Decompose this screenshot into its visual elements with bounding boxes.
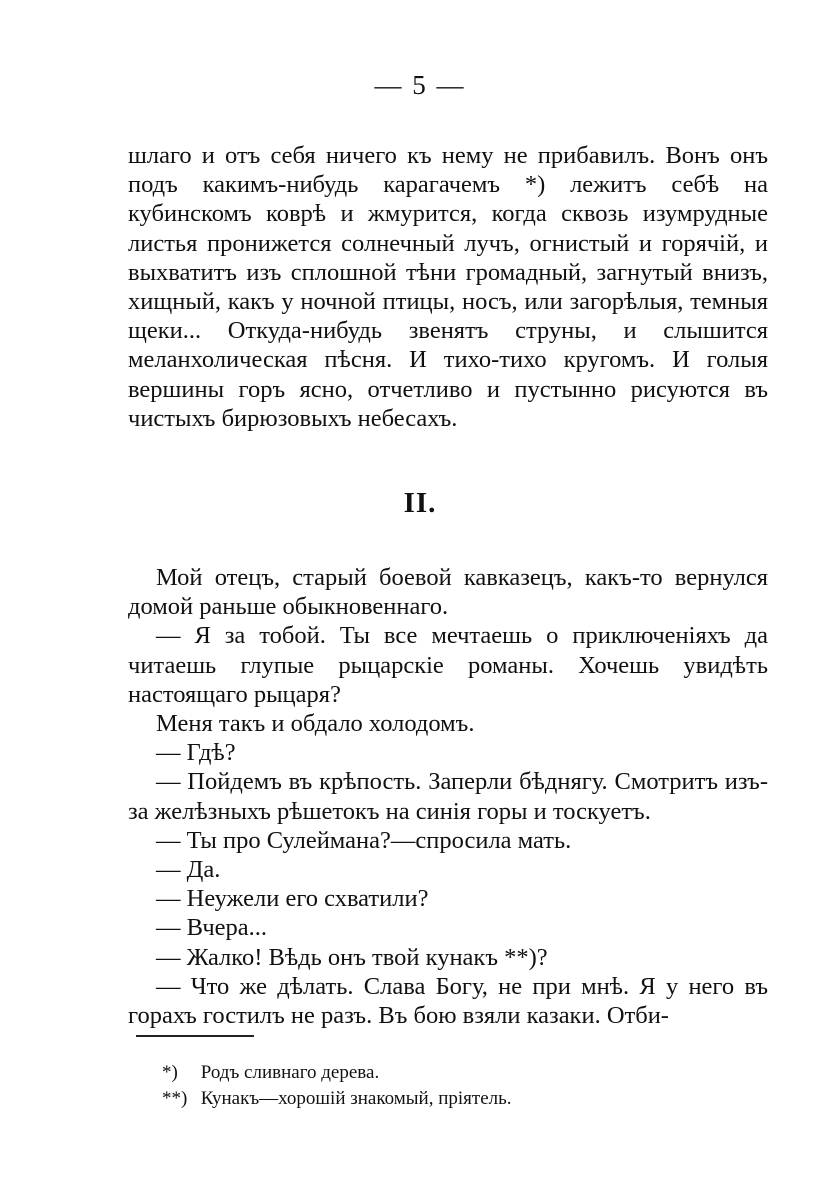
dialogue-line: — Вчера... — [156, 914, 268, 942]
dialogue-line: — Да. — [156, 856, 221, 884]
dialogue-line: — Гдѣ? — [156, 739, 236, 767]
dialogue-line: — Неужели его схватили? — [156, 885, 429, 913]
dialogue-line: — Жалко! Вѣдь онъ твой кунакъ **)? — [156, 943, 548, 971]
footnote — [162, 1086, 722, 1112]
dialogue-line: — Ты про Сулеймана?—спросила мать. — [156, 826, 572, 854]
section-one-text — [128, 141, 768, 433]
paragraph: Меня такъ и обдало холодомъ. — [156, 710, 475, 738]
dialogue-line: — Пойдемъ въ крѣпость. Заперли бѣднягу. Смотритъ изъ-за желѣзныхъ рѣшетокъ на синія горы и тоскуетъ. — [128, 768, 768, 825]
footnote-mark: *) — [162, 1062, 178, 1083]
paragraph: Мой отецъ, старый боевой кавказецъ, какъ-то вернулся домой раньше обыкновеннаго. — [128, 564, 768, 621]
footnotes — [162, 1060, 722, 1112]
footnote — [162, 1060, 722, 1086]
chapter-heading: II. — [403, 487, 437, 519]
footnote-text: Кунакъ—хорошій знакомый, пріятель. — [200, 1088, 512, 1109]
page-number: — 5 — — [374, 70, 466, 100]
section-one-paragraph: шлаго и отъ себя ничего къ нему не прибавилъ. Вонъ онъ подъ какимъ-нибудь карагачемъ *) лежитъ себѣ на кубинскомъ коврѣ и жмурится, когда сквозь изумрудные листья пронижется солнечный лучъ, огнистый и горячій, и выхватитъ изъ сплошной тѣни громадный, загнутый внизъ, хищный, какъ у ночной птицы, носъ, или загорѣлыя, темныя щеки... Откуда-нибудь звенятъ струны, и слышится меланхолическая пѣсня. И тихо-тихо кругомъ. И голыя вершины горъ ясно, отчетливо и пустынно рисуются въ чистыхъ бирюзовыхъ небесахъ. — [128, 142, 768, 432]
footnote-mark: **) — [162, 1088, 188, 1109]
dialogue-line: — Я за тобой. Ты все мечтаешь о приключеніяхъ да читаешь глупые рыцарскіе романы. Хочешь увидѣть настоящаго рыцаря? — [128, 622, 768, 708]
dialogue-line: — Что же дѣлать. Слава Богу, не при мнѣ. Я у него въ горахъ гостилъ не разъ. Въ бою взяли казаки. Отби- — [128, 972, 768, 1030]
section-two-text — [128, 563, 768, 1030]
footnote-text: Родъ сливнаго дерева. — [200, 1062, 380, 1083]
footnote-divider — [136, 1035, 254, 1037]
